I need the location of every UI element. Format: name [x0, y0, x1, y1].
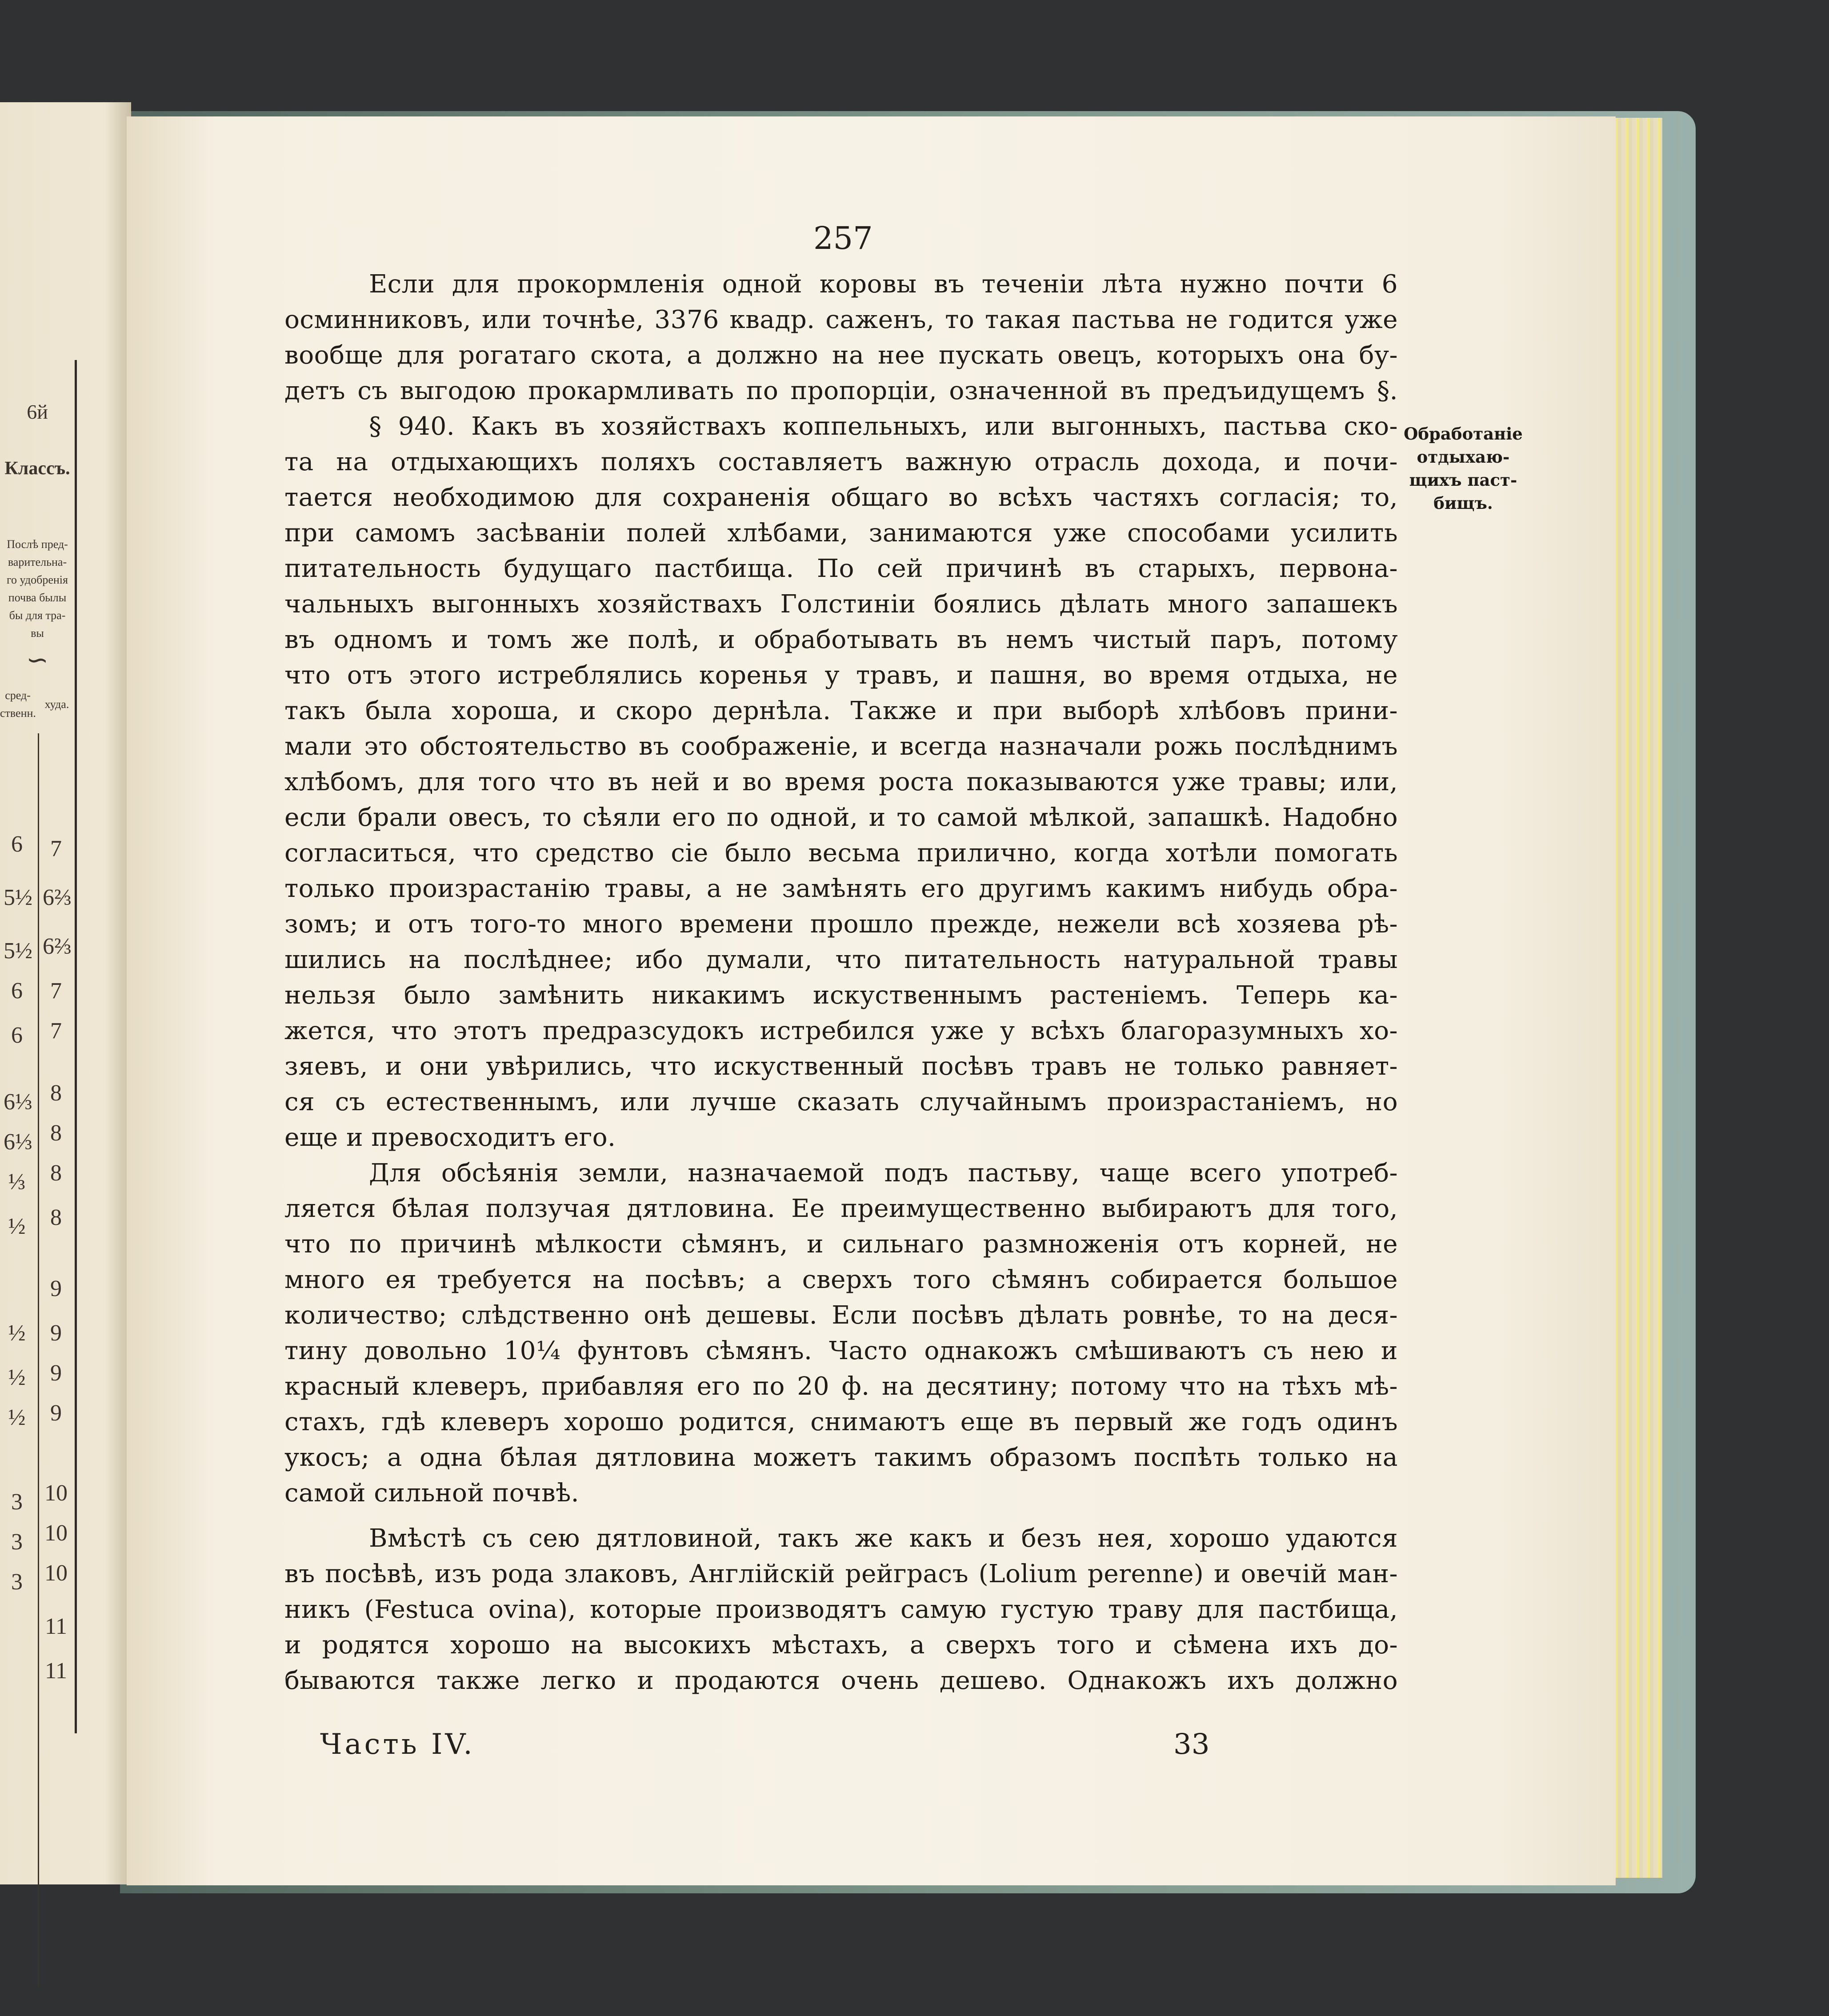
left-table-sub-2: варительна- — [8, 556, 67, 568]
margin-note — [1397, 422, 1530, 515]
text-line: въ посѣвѣ, изъ рода злаковъ, Англійскій рейграсъ (Lolium perenne) и овечій ман- — [284, 1560, 1398, 1588]
left-page-fragment — [0, 102, 131, 1884]
margin-note-line: бищъ. — [1433, 493, 1493, 513]
text-line: бываются также легко и продаются очень дешево. Однакожъ ихъ должно — [284, 1666, 1398, 1695]
left-col2-cell: 11 — [44, 1658, 68, 1684]
left-col1-cell: ⅓ — [8, 1169, 26, 1195]
text-line: стахъ, гдѣ клеверъ хорошо родится, снимаютъ еще въ первый же годъ одинъ — [284, 1408, 1398, 1436]
text-line: въ одномъ и томъ же полѣ, и обработывать въ немъ чистый паръ, потому — [284, 625, 1398, 654]
left-col2-cell: 7 — [50, 836, 62, 861]
text-line: хлѣбомъ, для того что въ ней и во время роста показываются уже травы; или, — [284, 768, 1398, 796]
left-table-sub-3: го удобренія — [7, 573, 68, 586]
text-line: много ея требуется на посѣвъ; а сверхъ того сѣмянъ собирается большое — [284, 1265, 1398, 1294]
left-col1-cell: 3 — [11, 1569, 23, 1595]
left-table-sub-4: почва былы — [8, 591, 67, 604]
left-table-col-header-1a: сред- — [5, 689, 31, 702]
text-line: ся съ естественнымъ, или лучше сказать случайнымъ произрастаніемъ, но — [284, 1088, 1398, 1116]
text-line: чальныхъ выгонныхъ хозяйствахъ Голстиніи боялись дѣлать много запашекъ — [284, 590, 1398, 619]
left-col2-cell: 10 — [44, 1560, 68, 1586]
margin-note-line: отдыхаю- — [1417, 447, 1510, 467]
left-col2-cell: 7 — [50, 978, 62, 1004]
text-line: ляется бѣлая ползучая дятловина. Ее преимущественно выбираютъ для того, — [284, 1194, 1398, 1223]
text-line: та на отдыхающихъ поляхъ составляетъ важную отрасль дохода, и почи- — [284, 448, 1398, 476]
left-table-col-header-2: худа. — [44, 698, 69, 711]
left-table-sub-1: Послѣ пред- — [7, 538, 68, 551]
left-col1-cell: 5½ — [4, 885, 32, 910]
left-table-column-rule — [38, 733, 39, 1987]
left-col2-cell: 6⅔ — [43, 885, 72, 910]
text-line: никъ (Festuca ovina), которые производятъ самую густую траву для пастбища, — [284, 1595, 1398, 1624]
left-col1-cell: ½ — [8, 1214, 26, 1239]
left-col2-cell: 8 — [50, 1160, 62, 1186]
left-col1-cell: 6 — [11, 1023, 23, 1048]
left-col1-cell: 6 — [11, 978, 23, 1004]
margin-note-line: щихъ паст- — [1409, 470, 1517, 490]
text-line: согласиться, что средство сіе было весьма прилично, когда хотѣли помогать — [284, 839, 1398, 868]
left-col2-cell: 8 — [50, 1120, 62, 1146]
left-col2-cell: 11 — [44, 1614, 68, 1639]
text-line: шились на послѣднее; ибо думали, что питательность натуральной травы — [284, 945, 1398, 974]
left-col2-cell: 8 — [50, 1080, 62, 1106]
text-line: что по причинѣ мѣлкости сѣмянъ, и сильнаго размноженія отъ корней, не — [284, 1230, 1398, 1259]
left-col1-cell: 3 — [11, 1489, 23, 1515]
left-col2-cell: 6⅔ — [43, 934, 72, 959]
text-line: укосъ; а одна бѣлая дятловина можетъ такимъ образомъ поспѣть только на — [284, 1443, 1398, 1472]
text-line: и родятся хорошо на высокихъ мѣстахъ, а сверхъ того и сѣмена ихъ до- — [284, 1631, 1398, 1660]
text-line: если брали овесъ, то сѣяли его по одной, и то самой мѣлкой, запашкѣ. Надобно — [284, 803, 1398, 832]
left-table-sub-5: бы для тра- — [9, 609, 66, 622]
text-line: детъ съ выгодою прокармливать по пропорціи, означенной въ предъидущемъ §. — [284, 376, 1398, 405]
left-col2-cell: 10 — [44, 1520, 68, 1546]
left-col1-cell: ½ — [8, 1320, 26, 1346]
swirl-ornament: ∽ — [26, 645, 49, 675]
left-col1-cell: 6⅓ — [4, 1089, 32, 1115]
text-line: жется, что этотъ предразсудокъ истребился уже у всѣхъ благоразумныхъ хо- — [284, 1016, 1398, 1045]
text-line: самой сильной почвѣ. — [284, 1479, 580, 1508]
text-line: осминниковъ, или точнѣе, 3376 квадр. саженъ, то такая пастьва не годится уже — [284, 305, 1398, 334]
text-line: нельзя было замѣнить никакимъ искуственнымъ растеніемъ. Теперь ка- — [284, 981, 1398, 1010]
part-label: Часть IV. — [320, 1728, 475, 1761]
text-line: количество; слѣдственно онѣ дешевы. Если посѣвъ дѣлать ровнѣе, то на деся- — [284, 1301, 1398, 1330]
left-table-header-2: Классъ. — [4, 458, 70, 479]
text-line: Для обсѣянія земли, назначаемой подъ пастьву, чаще всего употреб- — [369, 1159, 1398, 1188]
text-line: только произрастанію травы, а не замѣнять его другимъ какимъ нибудь обра- — [284, 874, 1398, 903]
text-line: мали это обстоятельство въ соображеніе, и всегда назначали рожь послѣднимъ — [284, 732, 1398, 761]
left-col1-cell: 5½ — [4, 938, 32, 964]
text-line: красный клеверъ, прибавляя его по 20 ф. на десятину; потому что на тѣхъ мѣ- — [284, 1372, 1398, 1401]
left-page-table — [0, 360, 77, 1733]
left-col2-cell: 9 — [50, 1320, 62, 1346]
text-line: при самомъ засѣваніи полей хлѣбами, занимаются уже способами усилить — [284, 519, 1398, 548]
left-col2-cell: 8 — [50, 1205, 62, 1230]
text-line: зяевъ, и они увѣрились, что искуственный посѣвъ травъ не только равняет- — [284, 1052, 1398, 1081]
left-col1-cell: 3 — [11, 1529, 23, 1555]
text-line: питательность будущаго пастбища. По сей причинѣ въ старыхъ, первона- — [284, 554, 1398, 583]
left-col2-cell: 7 — [50, 1018, 62, 1044]
margin-note-line: Обработаніе — [1404, 424, 1523, 444]
text-line: вообще для рогатаго скота, а должно на нее пускать овецъ, которыхъ она бу- — [284, 341, 1398, 370]
page-number: 257 — [813, 220, 873, 256]
left-col1-cell: ½ — [8, 1405, 26, 1430]
left-table-sub-6: вы — [31, 627, 44, 640]
left-col2-cell: 9 — [50, 1400, 62, 1426]
left-col1-cell: 6 — [11, 832, 23, 857]
left-col2-cell: 9 — [50, 1276, 62, 1301]
signature-mark: 33 — [1173, 1728, 1210, 1761]
text-line: Вмѣстѣ съ сею дятловиной, такъ же какъ и безъ нея, хорошо удаются — [369, 1524, 1398, 1553]
left-table-header-1: 6й — [27, 400, 48, 423]
text-line: Если для прокормленія одной коровы въ теченіи лѣта нужно почти 6 — [369, 270, 1398, 299]
paragraph-gap — [284, 1511, 1398, 1521]
left-col1-cell: 6⅓ — [4, 1129, 32, 1155]
text-line: зомъ; и отъ того-то много времени прошло прежде, нежели всѣ хозяева рѣ- — [284, 910, 1398, 939]
left-col1-cell: ½ — [8, 1365, 26, 1390]
text-line: еще и превосходитъ его. — [284, 1123, 616, 1152]
text-line: тину довольно 10¼ фунтовъ сѣмянъ. Часто однакожъ смѣшиваютъ съ нею и — [284, 1336, 1398, 1365]
text-line: § 940. Какъ въ хозяйствахъ коппельныхъ, или выгонныхъ, пастьва ско- — [369, 412, 1398, 441]
page-body-text — [284, 267, 1398, 1699]
left-table-col-header-1b: ственн. — [0, 707, 36, 720]
text-line: тается необходимою для сохраненія общаго во всѣхъ частяхъ согласія; то, — [284, 483, 1398, 512]
text-line: такъ была хороша, и скоро дернѣла. Также и при выборѣ хлѣбовъ прини- — [284, 696, 1398, 725]
left-col2-cell: 10 — [44, 1480, 68, 1506]
text-line: что отъ этого истреблялись коренья у травъ, и пашня, во время отдыха, не — [284, 661, 1398, 690]
left-col2-cell: 9 — [50, 1360, 62, 1386]
